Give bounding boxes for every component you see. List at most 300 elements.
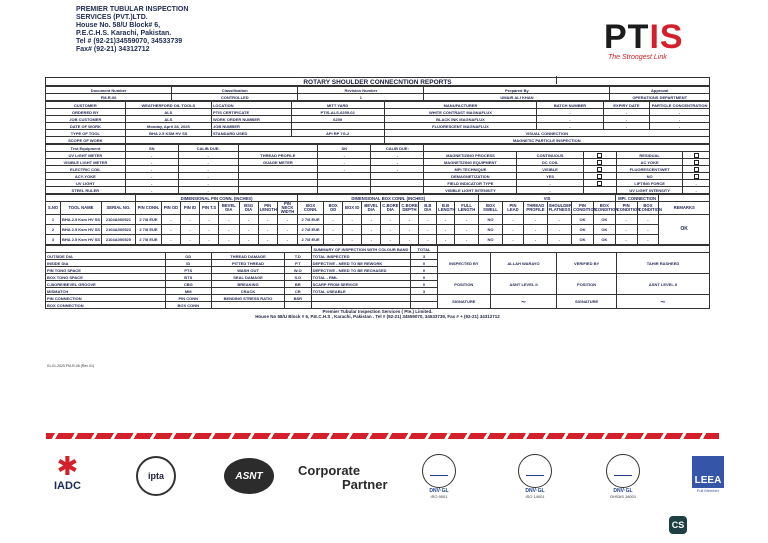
legend-cell <box>212 302 285 309</box>
table-cell: 2104A000525 <box>101 235 135 245</box>
ptis-cert: PTIS-ALS-6259-02 <box>291 109 384 116</box>
cell-dash: - <box>650 116 710 123</box>
table-cell: - <box>400 215 419 225</box>
logo-text-part1: PT <box>604 18 650 56</box>
legend-cell: MISMATCH <box>46 288 166 295</box>
table-cell: - <box>454 225 479 235</box>
mpi-row-label: FIELD INDICATOR TYPE <box>424 180 517 187</box>
prepared-label: Prepared By <box>424 87 610 94</box>
table-cell: - <box>258 215 277 225</box>
table-cell: - <box>239 235 258 245</box>
summary-row <box>46 274 710 281</box>
summary-total: 0 <box>411 267 438 274</box>
legend-cell: ID <box>165 260 211 267</box>
table-cell: - <box>180 235 199 245</box>
table-cell: - <box>343 215 362 225</box>
cell-dash: - <box>125 159 178 166</box>
summary-table <box>45 245 710 309</box>
table-cell: - <box>362 225 381 235</box>
table-cell: - <box>637 215 659 225</box>
date-label: DATE OF WORK <box>46 123 126 130</box>
job-customer-label: JOB CUSTOMER <box>46 116 126 123</box>
table-cell: 2 7/8 EUE <box>135 225 161 235</box>
summary-item: TOTAL USEABLE <box>311 288 411 295</box>
cell-dash: - <box>125 173 178 180</box>
table-cell: - <box>615 225 637 235</box>
corporate-partner <box>298 464 388 492</box>
legend-cell: MM <box>165 288 211 295</box>
table-cell: - <box>437 225 455 235</box>
legend-cell: BENDING STRESS RATIO <box>212 295 285 302</box>
cell-dash: - <box>178 187 238 194</box>
legend-cell: BOX TONG SPACE <box>46 274 166 281</box>
table-cell: 2 7/8 EUE <box>298 235 324 245</box>
mpi-conn-label: MPI. CONNECTION <box>615 195 659 202</box>
signoff-cell: ASNT LEVEL II <box>490 274 556 295</box>
legend-cell: BTS <box>165 274 211 281</box>
table-cell: - <box>161 215 180 225</box>
red-stripe-divider <box>46 433 719 439</box>
table-cell: - <box>454 215 479 225</box>
footer-address: House No 58/U Block # 6, P.E.C.H.S , Karachi, Pakistan . Tel # (92-21) 34559070, 34533739, Fax # + (92-21) 34312712 <box>255 314 500 319</box>
iadc-logo <box>54 452 81 492</box>
revision: 1 <box>298 94 424 101</box>
cell-dash: - <box>603 109 649 116</box>
equipment-table <box>45 144 710 194</box>
legend-cell: BSR <box>285 295 312 302</box>
checkbox[interactable] <box>597 174 602 179</box>
cell-dash: - <box>318 152 371 159</box>
dnv-iso14001-logo <box>518 454 552 499</box>
cell-dash: - <box>318 159 371 166</box>
cell-dash: - <box>603 116 649 123</box>
iso-text: OHSAS 18001 <box>609 494 637 499</box>
column-header: REMARKS <box>659 202 710 215</box>
legend-cell: CR <box>285 288 312 295</box>
cell-dash: - <box>178 180 238 187</box>
ordered-label: ORDERED BY <box>46 109 126 116</box>
column-header: BSG DIA <box>239 202 258 215</box>
table-cell: 1 <box>46 215 61 225</box>
gauge-item: GUAGE METER <box>238 159 318 166</box>
cell-dash: - <box>537 116 603 123</box>
table-cell: - <box>437 235 455 245</box>
job-customer: ALS <box>125 116 211 123</box>
cell-dash: - <box>683 187 710 194</box>
column-header: THREAD PROFILE <box>524 202 547 215</box>
table-cell: - <box>200 215 219 225</box>
signoff-cell: INSPECTED BY <box>437 253 490 274</box>
summary-row <box>46 295 710 302</box>
summary-item: SCARP FROM SERVICE <box>311 281 411 288</box>
doc-number-label: Document Number <box>46 87 172 94</box>
cell-dash: - <box>178 173 238 180</box>
table-cell: - <box>161 235 180 245</box>
table-cell: - <box>200 225 219 235</box>
type-tool-label: TYPE OF TOOL <box>46 130 126 137</box>
column-header: S.NO <box>46 202 61 215</box>
ipta-text: ipta <box>136 456 176 496</box>
cell-dash: - <box>125 180 178 187</box>
particle-conc-label: PARTICLE CONCENTRATION <box>650 102 710 109</box>
table-cell: - <box>343 225 362 235</box>
cell-dash: - <box>125 166 178 173</box>
table-cell: - <box>219 215 239 225</box>
equipment-item: UV LIGHT METER <box>46 152 126 159</box>
legend-cell: BR <box>285 281 312 288</box>
cell-dash: - <box>371 166 424 173</box>
job-info-table <box>45 101 710 144</box>
camscanner-badge[interactable]: CS <box>669 516 687 534</box>
customer-label: CUSTOMER <box>46 102 126 109</box>
classification: CONTROLLED <box>172 94 298 101</box>
table-cell: - <box>502 235 524 245</box>
ptis-cert-label: PTIS CERTIFICATE <box>211 109 291 116</box>
summary-label: SUMMARY OF INSPECTION WITH COLOUR BAND <box>311 246 411 253</box>
signoff-cell: VERIFIED BY <box>557 253 617 274</box>
column-header: C.BORE DIA <box>381 202 400 215</box>
cell-dash: - <box>650 109 710 116</box>
table-cell: NO <box>479 225 502 235</box>
column-header: BEVEL DIA <box>219 202 239 215</box>
column-header: PIN OD <box>161 202 180 215</box>
table-cell: - <box>258 235 277 245</box>
legend-cell: CBG <box>165 281 211 288</box>
legend-cell: OUTSIDE DIA <box>46 253 166 260</box>
mpi-right-label: NO <box>616 173 682 180</box>
cell-dash: - <box>537 123 603 130</box>
inspection-table <box>45 194 710 245</box>
equipment-item: ACY-YOKE <box>46 173 126 180</box>
summary-total <box>411 302 438 309</box>
address-line: House No. 58/U Block# 6, <box>76 22 161 29</box>
standard: API RP 7G-2 <box>291 130 384 137</box>
column-header: PIN T.S <box>200 202 219 215</box>
mpi-row-label: MPI TECHNIQUE <box>424 166 517 173</box>
ipta-logo <box>136 456 176 496</box>
dnv-iso9001-logo <box>422 454 456 499</box>
cell-dash: - <box>371 159 424 166</box>
form-code: 01-01-2020 FM-R-06 (Rev 01) <box>47 364 95 368</box>
test-equipment-label: Test Equipment <box>46 145 126 152</box>
legend-cell: P.T <box>285 260 312 267</box>
table-cell: - <box>502 215 524 225</box>
signoff-cell: SIGNATURE <box>557 295 617 309</box>
table-cell: OK <box>572 235 594 245</box>
table-cell: - <box>180 225 199 235</box>
table-cell: - <box>524 235 547 245</box>
remarks-cell: OK <box>659 215 710 245</box>
column-header: B.B LENGTH <box>437 202 455 215</box>
iso-text: ISO 9001 <box>430 494 448 499</box>
table-row <box>46 215 710 225</box>
total-label: TOTAL <box>411 246 438 253</box>
signoff-cell: ALLAH WARAYO <box>490 253 556 274</box>
legend-cell: PTS <box>165 267 211 274</box>
table-cell: - <box>437 215 455 225</box>
footer-company: Premier Tubular Inspection Services ( Pte.) Limited. <box>322 309 433 314</box>
calib-label: CALIB DUE: <box>178 145 238 152</box>
table-cell: 2 7/8 EUE <box>135 235 161 245</box>
table-cell: BHA 2.5 Ksm HV SS <box>60 225 101 235</box>
table-cell: - <box>277 215 297 225</box>
table-cell: 2 <box>46 225 61 235</box>
column-header: PIN CONDITION <box>615 202 637 215</box>
iadc-star-icon: ✱ <box>56 451 79 481</box>
table-cell: NO <box>479 215 502 225</box>
table-cell: - <box>454 235 479 245</box>
column-header: PIN CONN. <box>135 202 161 215</box>
revision-label: Revision Number <box>298 87 424 94</box>
signature-image: ~ <box>490 295 556 309</box>
column-header: PIN CONDITION <box>572 202 594 215</box>
mpi-right-label: LIFTING FORCE <box>616 180 682 187</box>
cell-dash: - <box>318 166 371 173</box>
legend-cell: BOX CONN <box>165 302 211 309</box>
table-cell: - <box>239 225 258 235</box>
logo-text-part2: IS <box>649 18 684 56</box>
dnv-ohsas-logo <box>606 454 640 499</box>
mpi-label: MAGNETIC PARTICLE INSPECTION <box>384 137 709 144</box>
column-header: BOX SWELL <box>479 202 502 215</box>
material-1: WHITE CONTRAST MAGNAFLUX <box>384 109 537 116</box>
ordered: ALS <box>125 109 211 116</box>
cell-dash: - <box>178 166 238 173</box>
table-cell: - <box>161 225 180 235</box>
legend-cell: PIN TONG SPACE <box>46 267 166 274</box>
partner-logos <box>50 452 720 502</box>
customer: WEATHERFORD OIL TOOLS <box>125 102 211 109</box>
legend-cell: C-BORE/BEVEL GROOVE <box>46 281 166 288</box>
table-cell: - <box>381 235 400 245</box>
equipment-item: VISIBLE LIGHT METER <box>46 159 126 166</box>
mpi-value: CONTINUOUS <box>517 152 583 159</box>
mpi-right-label: RESIDUAL <box>616 152 682 159</box>
leea-subtext: Full Member <box>696 488 720 493</box>
table-cell: NO <box>479 235 502 245</box>
column-header: BOX CONN. <box>298 202 324 215</box>
header-table <box>45 86 710 101</box>
column-header: PIN LENGTH <box>258 202 277 215</box>
summary-row <box>46 253 710 260</box>
legend-cell: S.D <box>285 274 312 281</box>
signoff-cell: ASNT LEVEL II <box>616 274 709 295</box>
table-cell: - <box>324 225 343 235</box>
table-cell: - <box>400 235 419 245</box>
cell-dash: - <box>178 152 238 159</box>
legend-cell: SEAL DAMAGE <box>212 274 285 281</box>
address-line: Fax# (92-21) 34312712 <box>76 46 150 53</box>
signoff-cell: TAHIR RASHEED <box>616 253 709 274</box>
manufacturer-label: MANUFACTURER <box>384 102 537 109</box>
table-cell: - <box>200 235 219 245</box>
job-number <box>291 123 384 130</box>
legend-cell: BREAKING <box>212 281 285 288</box>
visual-connection-label: VISUAL CONNECTION <box>384 130 709 137</box>
cell-dash: - <box>517 180 583 187</box>
date: Monday, April 28, 2025 <box>125 123 211 130</box>
checkbox[interactable] <box>597 153 602 158</box>
column-header: SERIAL NO. <box>101 202 135 215</box>
mpi-value: DC COIL <box>517 159 583 166</box>
expiry-label: EXPIRY DATE <box>603 102 649 109</box>
classification-label: Classification <box>172 87 298 94</box>
table-cell: OK <box>572 225 594 235</box>
mpi-right-label: UV LIGHT INTENSITY <box>616 187 682 194</box>
table-cell: - <box>277 235 297 245</box>
signoff-cell: SIGNATURE <box>437 295 490 309</box>
cell-dash: - <box>537 109 603 116</box>
legend-cell: PIN CONNECTION <box>46 295 166 302</box>
cell-dash: - <box>683 180 710 187</box>
table-row <box>46 225 710 235</box>
summary-total: 0 <box>411 260 438 267</box>
column-header: TOOL NAME <box>60 202 101 215</box>
column-header: BOX OD <box>324 202 343 215</box>
column-header: SHOULDER FLATNESS <box>547 202 572 215</box>
legend-cell: PITTED THREAD <box>212 260 285 267</box>
approval-label: Approval <box>610 87 710 94</box>
table-cell: - <box>615 215 637 225</box>
ptis-logo <box>604 20 694 61</box>
table-cell: - <box>615 235 637 245</box>
legend-cell: T.D <box>285 253 312 260</box>
company-address <box>76 6 188 54</box>
scope-label: SCOPE OF WORK <box>46 137 126 144</box>
location: MITT YARD <box>291 102 384 109</box>
signature-image: ~ <box>616 295 709 309</box>
cell-dash: - <box>125 187 178 194</box>
address-line: PREMIER TUBULAR INSPECTION <box>76 6 189 13</box>
dnv-text: DNV·GL <box>525 488 545 494</box>
cell-dash: - <box>125 152 178 159</box>
legend-cell: THREAD DAMAGE <box>212 253 285 260</box>
equipment-item: ELECTRIC COIL <box>46 166 126 173</box>
mpi-value: VISIBLE <box>517 166 583 173</box>
table-cell: - <box>502 225 524 235</box>
summary-item: TOTAL - RML <box>311 274 411 281</box>
table-cell: - <box>524 225 547 235</box>
table-cell: 3 <box>46 235 61 245</box>
doc-number: FM-R-06 <box>46 94 172 101</box>
table-cell: - <box>324 235 343 245</box>
table-cell: 2 7/8 EUE <box>298 225 324 235</box>
column-header: C.BORE DEPTH <box>400 202 419 215</box>
column-header: FULL LENGTH <box>454 202 479 215</box>
summary-total: 0 <box>411 274 438 281</box>
checkbox[interactable] <box>694 174 699 179</box>
checkbox[interactable] <box>694 167 699 172</box>
certification-seal-icon <box>422 454 456 488</box>
table-cell: - <box>219 235 239 245</box>
table-cell: - <box>362 235 381 245</box>
table-cell: 2104A000521 <box>101 215 135 225</box>
mpi-row-label: MAGNETIZING PROCESS <box>424 152 517 159</box>
legend-cell: CRACK <box>212 288 285 295</box>
type-tool: BHA 2.5 KSM HV SS <box>125 130 211 137</box>
legend-cell: INSIDE DIA <box>46 260 166 267</box>
certification-seal-icon <box>518 454 552 488</box>
legend-cell: WASH OUT <box>212 267 285 274</box>
location-label: LOCATION <box>211 102 291 109</box>
work-order: 6259 <box>291 116 384 123</box>
checkbox[interactable] <box>694 153 699 158</box>
column-header: PIN LEAD <box>502 202 524 215</box>
table-cell: - <box>258 225 277 235</box>
table-cell: BHA 2.5 Ksm HV SS <box>60 215 101 225</box>
material-3: FLUORESCENT MAGNAFLUX <box>384 123 537 130</box>
table-cell: - <box>362 215 381 225</box>
work-order-label: WORK ORDER NUMBER <box>211 116 291 123</box>
checkbox[interactable] <box>597 181 602 186</box>
column-header: BOX CONDITION <box>637 202 659 215</box>
column-header: PIN NECK WIDTH <box>277 202 297 215</box>
summary-total: 0 <box>411 281 438 288</box>
table-cell: - <box>419 235 437 245</box>
vis-label: VIS <box>479 195 615 202</box>
standard-label: STANDARD USED <box>211 130 291 137</box>
table-cell: - <box>419 215 437 225</box>
legend-cell: BOX CONNECTION <box>46 302 166 309</box>
mpi-right-label: AC YOKE <box>616 159 682 166</box>
table-cell: 2104A000523 <box>101 225 135 235</box>
summary-item <box>311 302 411 309</box>
corporate-text: Corporate <box>298 463 361 478</box>
table-cell: OK <box>593 215 615 225</box>
table-row <box>46 235 710 245</box>
calib-label: CALIB DUE: <box>371 145 424 152</box>
table-cell: 2 7/8 EUE <box>135 215 161 225</box>
table-cell: - <box>324 215 343 225</box>
table-cell: - <box>524 215 547 225</box>
column-header: BOX ID <box>343 202 362 215</box>
legend-cell: OD <box>165 253 211 260</box>
summary-item: TOTAL INSPECTED <box>311 253 411 260</box>
table-cell: - <box>219 225 239 235</box>
address-line: P.E.C.H.S. Karachi, Pakistan. <box>76 30 172 37</box>
cell-dash: - <box>650 123 710 130</box>
checkbox[interactable] <box>597 167 602 172</box>
table-cell: - <box>180 215 199 225</box>
table-cell: - <box>637 225 659 235</box>
table-cell: - <box>277 225 297 235</box>
legend-cell <box>285 302 312 309</box>
certification-seal-icon <box>606 454 640 488</box>
column-header: BOX CONDITION <box>593 202 615 215</box>
mpi-value: YES <box>517 173 583 180</box>
table-cell: - <box>547 225 572 235</box>
sn-label: SN <box>318 145 371 152</box>
batch-label: BATCH NUMBER <box>537 102 603 109</box>
checkbox[interactable] <box>694 160 699 165</box>
table-cell: - <box>239 215 258 225</box>
signoff-cell: POSITION <box>557 274 617 295</box>
equipment-item: STEEL RULER <box>46 187 126 194</box>
box-dims-label: DIMENSIONAL BOX CONN. (INCHES) <box>298 195 479 202</box>
table-cell: OK <box>572 215 594 225</box>
mpi-row-label: DEMAGNETIZATION <box>424 173 517 180</box>
leea-text: LEEA <box>692 456 724 488</box>
summary-total: 3 <box>411 288 438 295</box>
approval: OPERATIONS DEPARTMENT <box>610 94 710 101</box>
address-line: SERVICES (PVT.)LTD. <box>76 14 148 21</box>
table-cell: - <box>547 235 572 245</box>
job-number-label: JOB NUMBER <box>211 123 291 130</box>
table-cell: OK <box>593 235 615 245</box>
equipment-item: UV LIGHT <box>46 180 126 187</box>
mpi-row-label: MAGNETIZING EQUIPMENT <box>424 159 517 166</box>
checkbox[interactable] <box>597 160 602 165</box>
